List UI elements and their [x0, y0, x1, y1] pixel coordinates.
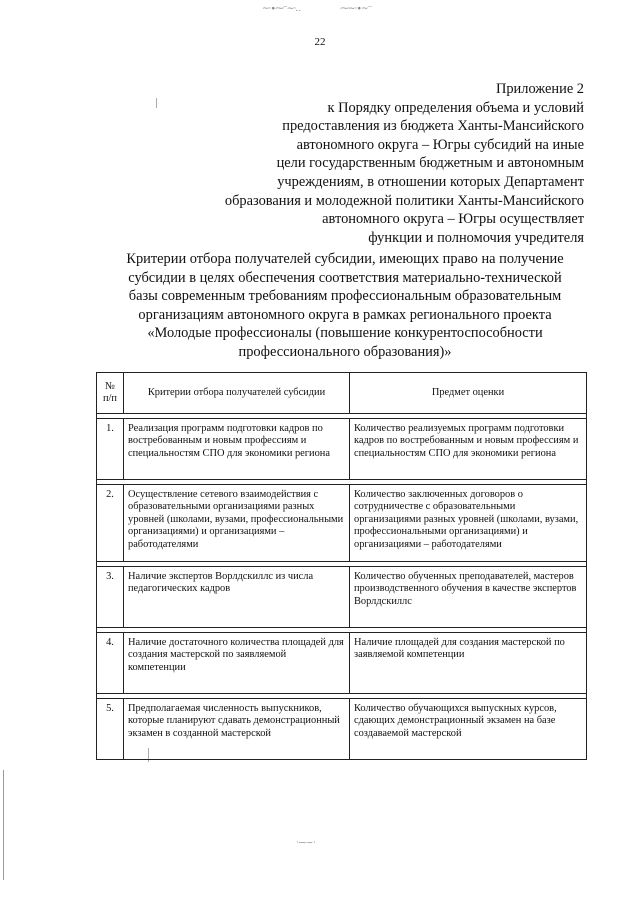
title-line: субсидии в целях обеспечения соответствия материально-технической: [128, 269, 562, 286]
title-line: Критерии отбора получателей субсидии, имеющих право на получение: [126, 251, 564, 267]
row-criterion: Предполагаемая численность выпускников, которые планируют сдавать демонстрационный экзамен в созданной мастерской: [124, 699, 350, 760]
table-row: [97, 699, 587, 760]
table-row: [97, 633, 587, 694]
scan-margin-line: [3, 770, 4, 880]
row-subject: Количество реализуемых программ подготовки кадров по востребованным и новым профессиям и специальностям СПО для экономики региона: [350, 419, 587, 480]
appendix-line: предоставления из бюджета Ханты-Мансийского: [282, 118, 584, 135]
appendix-line: учреждениям, в отношении которых Департамент: [277, 173, 584, 190]
row-num: 4.: [97, 633, 124, 694]
scan-smudge-bottom: ·⁓∼·: [296, 838, 316, 847]
appendix-line: цели государственным бюджетным и автономным: [276, 155, 584, 172]
criteria-table: [96, 372, 587, 760]
row-num: 3.: [97, 567, 124, 628]
document-title: [100, 250, 590, 362]
header-num: № п/п: [97, 373, 124, 414]
scan-tick-mark: [156, 98, 157, 108]
row-subject: Количество обучающихся выпускных курсов, сдающих демонстрационный экзамен на базе создаваемой мастерской: [350, 699, 587, 760]
row-subject: Наличие площадей для создания мастерской по заявляемой компетенции: [350, 633, 587, 694]
appendix-line: функции и полномочия учредителя: [368, 229, 584, 246]
title-line: профессионального образования)»: [238, 343, 452, 360]
row-num: 1.: [97, 419, 124, 480]
title-line: «Молодые профессионалы (повышение конкурентоспособности: [147, 325, 543, 342]
header-subject: Предмет оценки: [350, 373, 587, 414]
table-row: [97, 419, 587, 480]
row-num: 5.: [97, 699, 124, 760]
row-criterion: Осуществление сетевого взаимодействия с образовательными организациями разных уровней (школами, вузами, профессиональными организациями) и организациями – работодателями: [124, 485, 350, 562]
row-criterion: Реализация программ подготовки кадров по востребованным и новым профессиям и специальностям СПО для экономики региона: [124, 419, 350, 480]
title-line: организациям автономного округа в рамках регионального проекта: [138, 306, 552, 323]
table-row: [97, 485, 587, 562]
appendix-line: автономного округа – Югры осуществляет: [322, 211, 584, 228]
scan-smudge-top-right: ⁓∼·∙~⁻: [340, 4, 372, 14]
row-num: 2.: [97, 485, 124, 562]
appendix-line: автономного округа – Югры субсидий на иные: [296, 136, 584, 153]
table-row: [97, 567, 587, 628]
row-criterion: Наличие экспертов Ворлдскиллс из числа педагогических кадров: [124, 567, 350, 628]
row-subject: Количество обученных преподавателей, мастеров производственного обучения в качестве экспертов Ворлдскиллс: [350, 567, 587, 628]
title-line: базы современным требованиям профессиональным образовательным: [128, 288, 562, 305]
appendix-header: [184, 80, 584, 247]
row-subject: Количество заключенных договоров о сотрудничестве с образовательными организациями разных уровней (школами, вузами, профессиональными организациями) и организациями – работодателями: [350, 485, 587, 562]
appendix-heading: Приложение 2: [495, 81, 584, 97]
scan-smudge-top: ~·∙⁓⁻∼·‥: [262, 4, 301, 14]
appendix-line: к Порядку определения объема и условий: [327, 99, 584, 116]
row-criterion: Наличие достаточного количества площадей для создания мастерской по заявляемой компетенции: [124, 633, 350, 694]
table-header-row: [97, 373, 587, 414]
page-number: 22: [314, 36, 326, 48]
appendix-line: образования и молодежной политики Ханты-Мансийского: [224, 192, 584, 209]
header-criterion: Критерии отбора получателей субсидии: [124, 373, 350, 414]
